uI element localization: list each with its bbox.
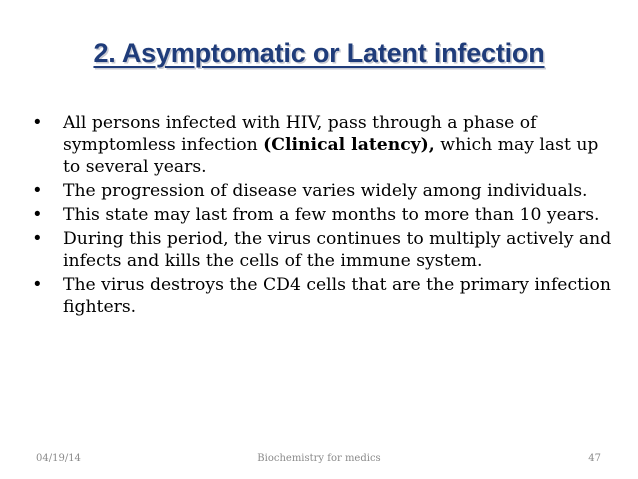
bullet-text: The progression of disease varies widely among individuals. — [63, 181, 588, 201]
bullet-text: which may last up to several years. — [63, 135, 599, 177]
bullet-icon: • — [34, 204, 41, 225]
bullet-item — [34, 274, 614, 318]
bullet-text: During this period, the virus continues to multiply actively and infects and kills the cells of the immune system. — [63, 229, 612, 271]
bullet-text: The virus destroys the CD4 cells that are the primary infection fighters. — [63, 275, 611, 317]
bullet-item — [34, 180, 614, 202]
bullet-list — [34, 112, 614, 320]
bullet-icon: • — [34, 228, 41, 249]
footer-date: 04/19/14 — [36, 453, 81, 464]
bullet-text: This state may last from a few months to more than 10 years. — [63, 205, 600, 225]
bullet-emphasis: (Clinical latency), — [263, 135, 435, 155]
page-number: 47 — [588, 453, 601, 464]
footer-title: Biochemistry for medics — [257, 453, 381, 464]
bullet-item — [34, 228, 614, 272]
slide-title: 2. Asymptomatic or Latent infection — [93, 38, 545, 68]
bullet-icon: • — [34, 274, 41, 295]
bullet-icon: • — [34, 112, 41, 133]
bullet-text: All persons infected with HIV, pass through a phase of symptomless infection — [63, 113, 537, 155]
bullet-item — [34, 204, 614, 226]
bullet-icon: • — [34, 180, 41, 201]
bullet-item — [34, 112, 614, 178]
